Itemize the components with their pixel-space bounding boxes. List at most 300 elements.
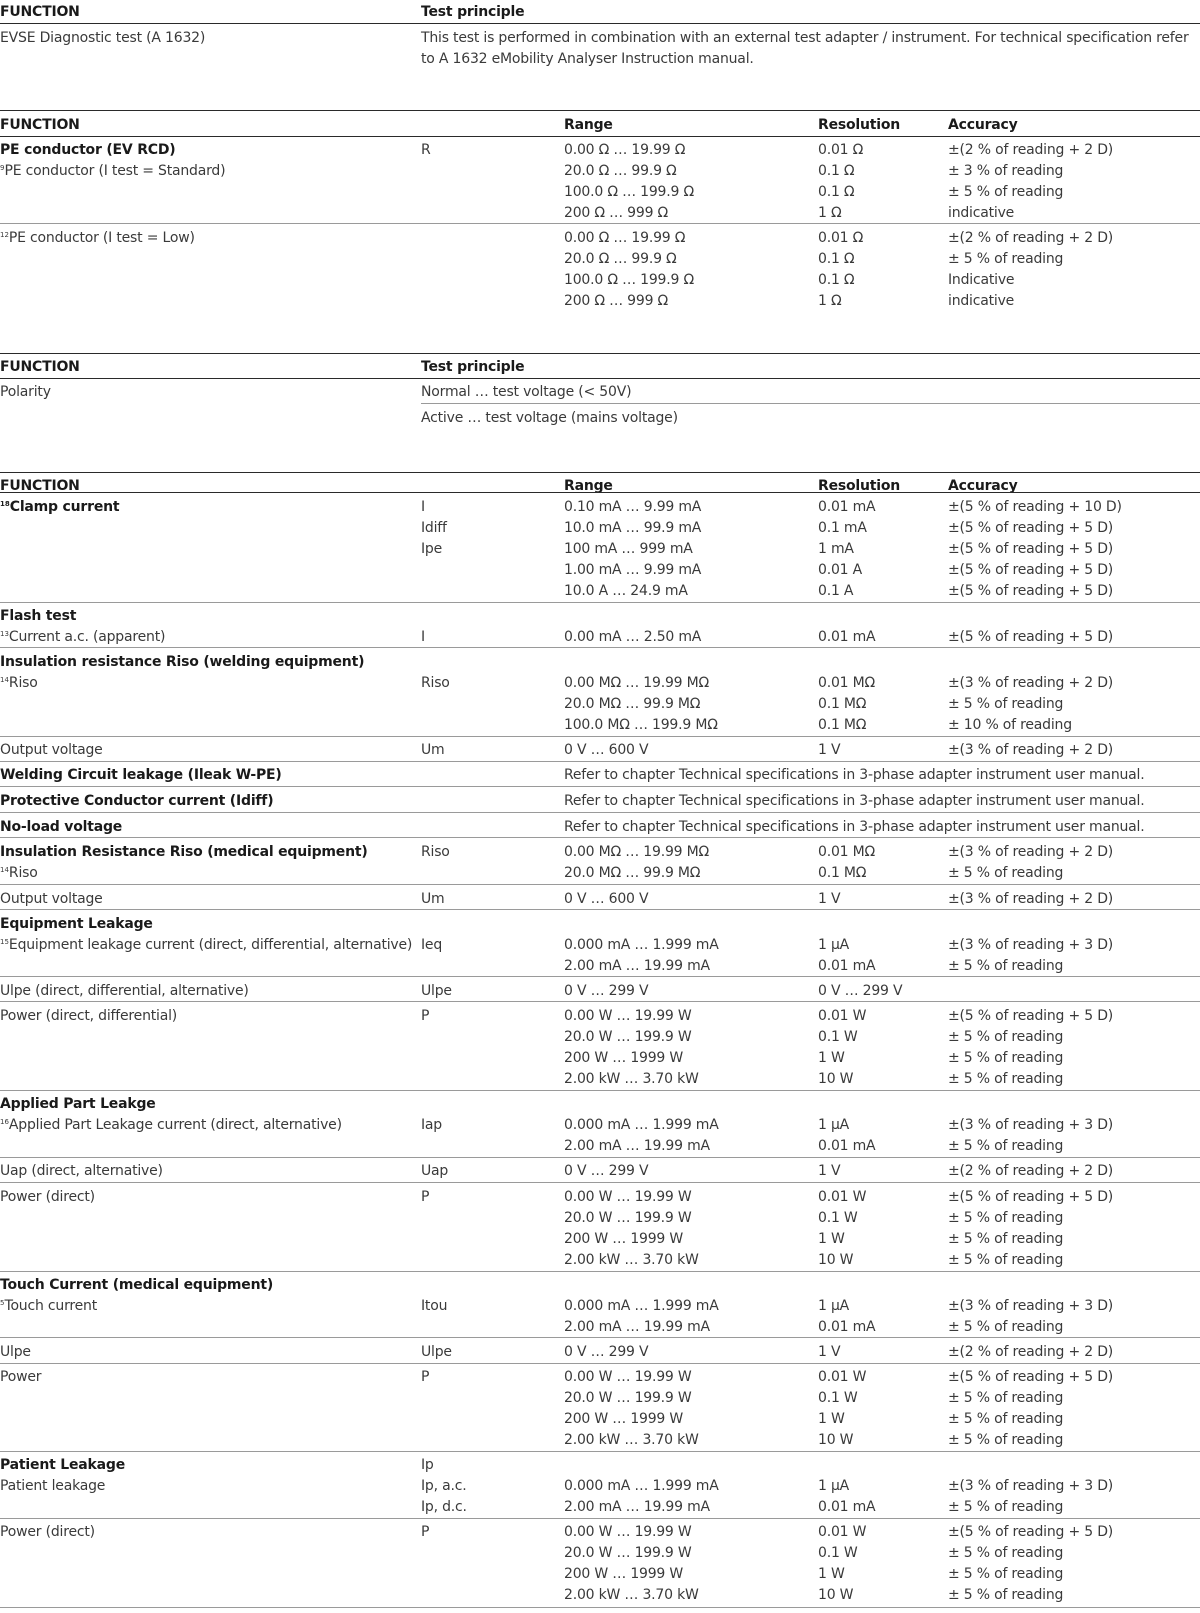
resolution-cell: 0.01 mA xyxy=(818,1138,876,1154)
row-rule xyxy=(0,909,1200,910)
accuracy-cell: ±(5 % of reading + 5 D) xyxy=(948,541,1114,557)
function-cell xyxy=(0,228,195,249)
function-name: Ulpe (direct, differential, alternative) xyxy=(0,983,249,999)
symbol-cell: P xyxy=(421,1189,430,1205)
row-rule xyxy=(0,647,1200,648)
function-header: FUNCTION xyxy=(0,359,80,375)
accuracy-cell: ± 5 % of reading xyxy=(948,1411,1064,1427)
resolution-cell: 1 V xyxy=(818,742,841,758)
symbol-cell: P xyxy=(421,1008,430,1024)
function-name: Patient leakage xyxy=(0,1478,106,1494)
table-row xyxy=(0,1187,1200,1208)
row-rule xyxy=(0,1271,1200,1272)
accuracy-cell: ±(3 % of reading + 2 D) xyxy=(948,844,1114,860)
note-cell: Refer to chapter Technical specifications in 3-phase adapter instrument user manual. xyxy=(564,819,1145,835)
resolution-cell: 0.1 Ω xyxy=(818,163,855,179)
table-row xyxy=(0,1069,1200,1090)
principle-header: Test principle xyxy=(421,4,525,20)
header-rule xyxy=(0,378,1200,379)
table-row xyxy=(0,1229,1200,1250)
table-row xyxy=(0,1409,1200,1430)
resolution-cell: 1 W xyxy=(818,1231,845,1247)
range-cell: 100 mA … 999 mA xyxy=(564,541,693,557)
function-cell xyxy=(0,1187,95,1208)
range-cell: 20.0 MΩ … 99.9 MΩ xyxy=(564,865,701,881)
accuracy-cell: ± 5 % of reading xyxy=(948,1390,1064,1406)
resolution-cell: 1 Ω xyxy=(818,205,842,221)
table-row xyxy=(0,956,1200,977)
resolution-cell: 1 V xyxy=(818,1344,841,1360)
accuracy-cell: ±(5 % of reading + 5 D) xyxy=(948,1189,1114,1205)
range-cell: 100.0 Ω … 199.9 Ω xyxy=(564,272,694,288)
resolution-cell: 0.01 Ω xyxy=(818,142,864,158)
function-name: Applied Part Leakge xyxy=(0,1096,156,1112)
resolution-cell: 10 W xyxy=(818,1587,854,1603)
accuracy-cell: indicative xyxy=(948,205,1015,221)
principle-line: Normal … test voltage (< 50V) xyxy=(421,384,632,400)
resolution-cell: 0.1 MΩ xyxy=(818,717,867,733)
section-rule xyxy=(0,472,1200,473)
range-cell: 200 W … 1999 W xyxy=(564,1050,684,1066)
symbol-cell: Riso xyxy=(421,675,450,691)
row-rule xyxy=(0,976,1200,977)
range-cell: 0.00 Ω … 19.99 Ω xyxy=(564,142,686,158)
table-row xyxy=(0,560,1200,581)
function-cell xyxy=(0,914,153,935)
symbol-cell: Um xyxy=(421,742,445,758)
table-row xyxy=(0,1476,1200,1497)
resolution-cell: 0.01 Ω xyxy=(818,230,864,246)
accuracy-cell: ± 5 % of reading xyxy=(948,1319,1064,1335)
resolution-cell: 0.1 Ω xyxy=(818,251,855,267)
symbol-cell: I xyxy=(421,629,425,645)
footnote-marker: 16 xyxy=(0,1118,9,1126)
row-rule xyxy=(0,1337,1200,1338)
row-rule xyxy=(0,1518,1200,1519)
function-cell xyxy=(0,1115,342,1136)
section-rule xyxy=(0,353,1200,354)
function-name: Insulation resistance Riso (welding equipment) xyxy=(0,654,365,670)
row-rule xyxy=(0,786,1200,787)
resolution-cell: 0.1 W xyxy=(818,1210,858,1226)
resolution-cell: 0.1 MΩ xyxy=(818,696,867,712)
table-row xyxy=(0,1543,1200,1564)
accuracy-cell: ±(5 % of reading + 5 D) xyxy=(948,583,1114,599)
range-cell: 2.00 kW … 3.70 kW xyxy=(564,1432,699,1448)
resolution-cell: 0.1 W xyxy=(818,1390,858,1406)
range-cell: 20.0 Ω … 99.9 Ω xyxy=(564,251,677,267)
resolution-cell: 0.01 W xyxy=(818,1008,867,1024)
function-cell xyxy=(0,817,122,838)
resolution-cell: 1 V xyxy=(818,891,841,907)
function-name: Touch current xyxy=(4,1298,98,1314)
function-cell xyxy=(0,1006,177,1027)
function-name: Polarity xyxy=(0,384,51,400)
range-cell: 2.00 mA … 19.99 mA xyxy=(564,1499,710,1515)
row-rule xyxy=(0,1157,1200,1158)
accuracy-cell: ± 5 % of reading xyxy=(948,1499,1064,1515)
range-cell: 2.00 mA … 19.99 mA xyxy=(564,1319,710,1335)
accuracy-cell: ± 5 % of reading xyxy=(948,1029,1064,1045)
function-cell xyxy=(0,842,368,863)
accuracy-cell: ± 5 % of reading xyxy=(948,958,1064,974)
function-name: Patient Leakage xyxy=(0,1457,125,1473)
principle-line: Active … test voltage (mains voltage) xyxy=(421,410,678,426)
function-cell xyxy=(0,1161,163,1182)
function-header: FUNCTION xyxy=(0,478,80,494)
function-name: Equipment Leakage xyxy=(0,916,153,932)
range-header: Range xyxy=(564,478,613,494)
table-row xyxy=(0,652,1200,673)
function-name: PE conductor (I test = Standard) xyxy=(4,163,226,179)
table-row xyxy=(0,1388,1200,1409)
symbol-cell: Ipe xyxy=(421,541,443,557)
function-name: Power (direct) xyxy=(0,1524,95,1540)
function-name: Output voltage xyxy=(0,742,103,758)
range-cell: 20.0 W … 199.9 W xyxy=(564,1029,692,1045)
accuracy-cell: ±(3 % of reading + 2 D) xyxy=(948,675,1114,691)
resolution-cell: 0.01 W xyxy=(818,1189,867,1205)
function-name: Welding Circuit leakage (Ileak W-PE) xyxy=(0,767,282,783)
accuracy-cell: ±(3 % of reading + 3 D) xyxy=(948,1298,1114,1314)
row-rule xyxy=(0,1607,1200,1608)
section1-header xyxy=(0,2,1200,23)
function-cell xyxy=(0,673,38,694)
table-row xyxy=(0,1094,1200,1115)
table-row xyxy=(0,518,1200,539)
range-cell: 20.0 MΩ … 99.9 MΩ xyxy=(564,696,701,712)
footnote-marker: 13 xyxy=(0,630,9,638)
table-row xyxy=(0,203,1200,224)
symbol-cell: Ieq xyxy=(421,937,443,953)
table-row xyxy=(0,539,1200,560)
table-row xyxy=(0,1115,1200,1136)
symbol-cell: R xyxy=(421,142,431,158)
function-name: Equipment leakage current (direct, differential, alternative) xyxy=(8,937,413,953)
resolution-cell: 0.01 mA xyxy=(818,629,876,645)
accuracy-cell: ±(5 % of reading + 5 D) xyxy=(948,629,1114,645)
symbol-cell: P xyxy=(421,1369,430,1385)
footnote-marker: 18 xyxy=(0,500,10,508)
accuracy-cell: ± 5 % of reading xyxy=(948,184,1064,200)
table-row xyxy=(0,497,1200,518)
accuracy-cell: ±(2 % of reading + 2 D) xyxy=(948,1344,1114,1360)
function-cell xyxy=(0,606,76,627)
range-cell: 0.00 Ω … 19.99 Ω xyxy=(564,230,686,246)
range-cell: 0.000 mA … 1.999 mA xyxy=(564,1298,719,1314)
range-cell: 10.0 A … 24.9 mA xyxy=(564,583,688,599)
function-cell xyxy=(0,140,176,161)
range-cell: 0.00 W … 19.99 W xyxy=(564,1189,692,1205)
resolution-cell: 1 W xyxy=(818,1566,845,1582)
resolution-cell: 0.01 W xyxy=(818,1524,867,1540)
row-rule xyxy=(0,1451,1200,1452)
accuracy-cell: ±(3 % of reading + 2 D) xyxy=(948,891,1114,907)
range-cell: 0.00 MΩ … 19.99 MΩ xyxy=(564,844,710,860)
range-cell: 200 Ω … 999 Ω xyxy=(564,293,669,309)
table-row xyxy=(0,1275,1200,1296)
header-rule xyxy=(0,23,1200,24)
table-row xyxy=(0,182,1200,203)
table-row xyxy=(0,791,1200,812)
table-row xyxy=(0,1161,1200,1182)
symbol-cell: I xyxy=(421,499,425,515)
accuracy-cell: ±(5 % of reading + 5 D) xyxy=(948,1008,1114,1024)
range-cell: 100.0 Ω … 199.9 Ω xyxy=(564,184,694,200)
row-rule xyxy=(0,602,1200,603)
range-cell: 2.00 mA … 19.99 mA xyxy=(564,1138,710,1154)
function-cell xyxy=(0,1455,125,1476)
row-rule xyxy=(0,1090,1200,1091)
resolution-cell: 0.01 mA xyxy=(818,499,876,515)
range-cell: 0.00 mA … 2.50 mA xyxy=(564,629,702,645)
function-name: Riso xyxy=(8,865,38,881)
principle-text: This test is performed in combination with an external test adapter / instrument. For technical specification refer to A 1632 eMobility Analyser Instruction manual. xyxy=(421,30,1189,67)
function-cell xyxy=(0,1522,95,1543)
row-rule xyxy=(0,884,1200,885)
accuracy-cell: ±(5 % of reading + 5 D) xyxy=(948,520,1114,536)
accuracy-cell: Indicative xyxy=(948,272,1015,288)
table-row xyxy=(0,627,1200,648)
accuracy-cell: ± 5 % of reading xyxy=(948,1252,1064,1268)
function-name: Applied Part Leakage current (direct, alternative) xyxy=(8,1117,342,1133)
accuracy-cell: ±(3 % of reading + 3 D) xyxy=(948,1117,1114,1133)
footnote-marker: 14 xyxy=(0,676,9,684)
resolution-cell: 0.1 A xyxy=(818,583,854,599)
table-row xyxy=(0,694,1200,715)
function-cell xyxy=(0,1296,97,1317)
resolution-cell: 1 V xyxy=(818,1163,841,1179)
row-rule xyxy=(0,837,1200,838)
range-cell: 200 W … 1999 W xyxy=(564,1231,684,1247)
range-cell: 0 V … 299 V xyxy=(564,1344,649,1360)
table-row xyxy=(0,1006,1200,1027)
table-row xyxy=(0,715,1200,736)
table-row xyxy=(0,1585,1200,1606)
function-cell xyxy=(0,1367,41,1388)
function-name: Protective Conductor current (Idiff) xyxy=(0,793,274,809)
table-row xyxy=(0,270,1200,291)
resolution-cell: 0.1 Ω xyxy=(818,272,855,288)
table-row xyxy=(0,1208,1200,1229)
table-row xyxy=(0,1027,1200,1048)
range-cell: 0 V … 600 V xyxy=(564,891,649,907)
resolution-header: Resolution xyxy=(818,478,901,494)
resolution-cell: 10 W xyxy=(818,1071,854,1087)
range-cell: 200 W … 1999 W xyxy=(564,1566,684,1582)
function-cell xyxy=(0,791,273,812)
range-cell: 0.00 W … 19.99 W xyxy=(564,1369,692,1385)
function-name: Power (direct, differential) xyxy=(0,1008,178,1024)
function-cell xyxy=(0,981,249,1002)
table-row xyxy=(0,765,1200,786)
function-cell xyxy=(0,1094,156,1115)
accuracy-cell: ± 5 % of reading xyxy=(948,865,1064,881)
range-cell: 20.0 W … 199.9 W xyxy=(564,1390,692,1406)
resolution-cell: 1 µA xyxy=(818,1298,850,1314)
function-cell xyxy=(0,1476,105,1497)
resolution-cell: 10 W xyxy=(818,1432,854,1448)
accuracy-cell: ± 5 % of reading xyxy=(948,1432,1064,1448)
resolution-cell: 0.01 mA xyxy=(818,1319,876,1335)
row-rule xyxy=(0,812,1200,813)
accuracy-cell: ±(3 % of reading + 2 D) xyxy=(948,742,1114,758)
accuracy-cell: ± 5 % of reading xyxy=(948,1545,1064,1561)
symbol-cell: Uap xyxy=(421,1163,449,1179)
row-rule xyxy=(0,1182,1200,1183)
function-name: PE conductor (EV RCD) xyxy=(0,142,176,158)
symbol-cell: Ulpe xyxy=(421,983,452,999)
table-row xyxy=(0,740,1200,761)
header-rule xyxy=(0,136,1200,137)
table-row xyxy=(0,1564,1200,1585)
resolution-cell: 1 W xyxy=(818,1411,845,1427)
row-rule xyxy=(0,1363,1200,1364)
table-row xyxy=(0,1342,1200,1363)
range-cell: 20.0 W … 199.9 W xyxy=(564,1210,692,1226)
accuracy-cell: ±(3 % of reading + 3 D) xyxy=(948,937,1114,953)
row-rule xyxy=(0,736,1200,737)
range-cell: 20.0 Ω … 99.9 Ω xyxy=(564,163,677,179)
function-cell xyxy=(0,889,103,910)
header-rule xyxy=(0,492,1200,493)
range-cell: 0 V … 600 V xyxy=(564,742,649,758)
footnote-marker: 15 xyxy=(0,938,9,946)
row-rule xyxy=(0,1001,1200,1002)
table-row xyxy=(0,228,1200,249)
resolution-cell: 0.01 MΩ xyxy=(818,675,875,691)
accuracy-cell: ± 5 % of reading xyxy=(948,1210,1064,1226)
range-cell: 2.00 mA … 19.99 mA xyxy=(564,958,710,974)
accuracy-cell: ±(2 % of reading + 2 D) xyxy=(948,230,1114,246)
table-row xyxy=(0,817,1200,838)
function-header: FUNCTION xyxy=(0,117,80,133)
table-row xyxy=(0,291,1200,312)
accuracy-cell: ± 5 % of reading xyxy=(948,251,1064,267)
table-row xyxy=(0,1296,1200,1317)
resolution-cell: 0.01 W xyxy=(818,1369,867,1385)
resolution-cell: 1 mA xyxy=(818,541,854,557)
function-cell xyxy=(0,497,119,518)
table-row xyxy=(0,889,1200,910)
table-row xyxy=(0,1048,1200,1069)
table-row xyxy=(0,581,1200,602)
resolution-cell: 0.1 W xyxy=(818,1029,858,1045)
resolution-cell: 0 V … 299 V xyxy=(818,983,903,999)
function-name: Ulpe xyxy=(0,1344,31,1360)
accuracy-cell: ± 5 % of reading xyxy=(948,1050,1064,1066)
table-row xyxy=(0,981,1200,1002)
resolution-cell: 0.1 Ω xyxy=(818,184,855,200)
table-row xyxy=(0,161,1200,182)
function-cell xyxy=(0,161,225,182)
range-cell: 0.10 mA … 9.99 mA xyxy=(564,499,702,515)
function-name: Clamp current xyxy=(9,499,120,515)
table-row xyxy=(0,606,1200,627)
table-row xyxy=(0,249,1200,270)
accuracy-header: Accuracy xyxy=(948,478,1018,494)
accuracy-cell: ±(5 % of reading + 5 D) xyxy=(948,562,1114,578)
accuracy-cell: ±(5 % of reading + 10 D) xyxy=(948,499,1122,515)
accuracy-cell: ± 5 % of reading xyxy=(948,696,1064,712)
accuracy-cell: ±(2 % of reading + 2 D) xyxy=(948,1163,1114,1179)
accuracy-cell: ± 5 % of reading xyxy=(948,1138,1064,1154)
table-row xyxy=(0,914,1200,935)
range-cell: 200 W … 1999 W xyxy=(564,1411,684,1427)
resolution-cell: 0.1 W xyxy=(818,1545,858,1561)
table-header xyxy=(0,115,1200,136)
resolution-cell: 0.01 mA xyxy=(818,1499,876,1515)
symbol-cell: Idiff xyxy=(421,520,447,536)
range-cell: 1.00 mA … 9.99 mA xyxy=(564,562,702,578)
range-cell: 0.00 W … 19.99 W xyxy=(564,1524,692,1540)
row-rule xyxy=(0,761,1200,762)
function-name: Insulation Resistance Riso (medical equipment) xyxy=(0,844,368,860)
table-row xyxy=(0,140,1200,161)
function-name: EVSE Diagnostic test (A 1632) xyxy=(0,30,206,46)
accuracy-cell: ±(5 % of reading + 5 D) xyxy=(948,1369,1114,1385)
resolution-cell: 1 W xyxy=(818,1050,845,1066)
table-row xyxy=(0,1317,1200,1338)
resolution-cell: 1 Ω xyxy=(818,293,842,309)
polarity-row xyxy=(0,382,1200,403)
range-cell: 0.000 mA … 1.999 mA xyxy=(564,1478,719,1494)
table-row xyxy=(0,1136,1200,1157)
function-cell xyxy=(0,863,38,884)
row-rule xyxy=(0,223,1200,224)
symbol-cell: Iap xyxy=(421,1117,442,1133)
function-name: No-load voltage xyxy=(0,819,123,835)
row-rule xyxy=(421,403,1200,404)
resolution-cell: 1 µA xyxy=(818,937,850,953)
resolution-cell: 0.01 mA xyxy=(818,958,876,974)
accuracy-cell: ± 10 % of reading xyxy=(948,717,1072,733)
function-cell xyxy=(0,740,103,761)
range-cell: 20.0 W … 199.9 W xyxy=(564,1545,692,1561)
function-cell xyxy=(0,627,165,648)
function-cell xyxy=(0,935,412,956)
accuracy-cell: ± 5 % of reading xyxy=(948,1231,1064,1247)
accuracy-cell: ±(2 % of reading + 2 D) xyxy=(948,142,1114,158)
symbol-cell: Ulpe xyxy=(421,1344,452,1360)
accuracy-cell: indicative xyxy=(948,293,1015,309)
function-name: PE conductor (I test = Low) xyxy=(8,230,195,246)
range-cell: 0 V … 299 V xyxy=(564,1163,649,1179)
function-cell xyxy=(0,1275,273,1296)
accuracy-cell: ± 5 % of reading xyxy=(948,1566,1064,1582)
table-row xyxy=(0,935,1200,956)
function-name: Output voltage xyxy=(0,891,103,907)
footnote-marker: 14 xyxy=(0,866,9,874)
range-cell: 2.00 kW … 3.70 kW xyxy=(564,1587,699,1603)
resolution-cell: 0.1 MΩ xyxy=(818,865,867,881)
accuracy-header: Accuracy xyxy=(948,117,1018,133)
table-row xyxy=(0,673,1200,694)
table-row xyxy=(0,863,1200,884)
function-name: Touch Current (medical equipment) xyxy=(0,1277,274,1293)
table-row xyxy=(0,842,1200,863)
resolution-cell: 1 µA xyxy=(818,1117,850,1133)
resolution-header: Resolution xyxy=(818,117,901,133)
symbol-cell: Riso xyxy=(421,844,450,860)
footnote-marker: 12 xyxy=(0,231,9,239)
footnote-marker: 9 xyxy=(0,164,5,172)
range-header: Range xyxy=(564,117,613,133)
resolution-cell: 0.01 MΩ xyxy=(818,844,875,860)
symbol-cell: P xyxy=(421,1524,430,1540)
range-cell: 10.0 mA … 99.9 mA xyxy=(564,520,702,536)
resolution-cell: 10 W xyxy=(818,1252,854,1268)
